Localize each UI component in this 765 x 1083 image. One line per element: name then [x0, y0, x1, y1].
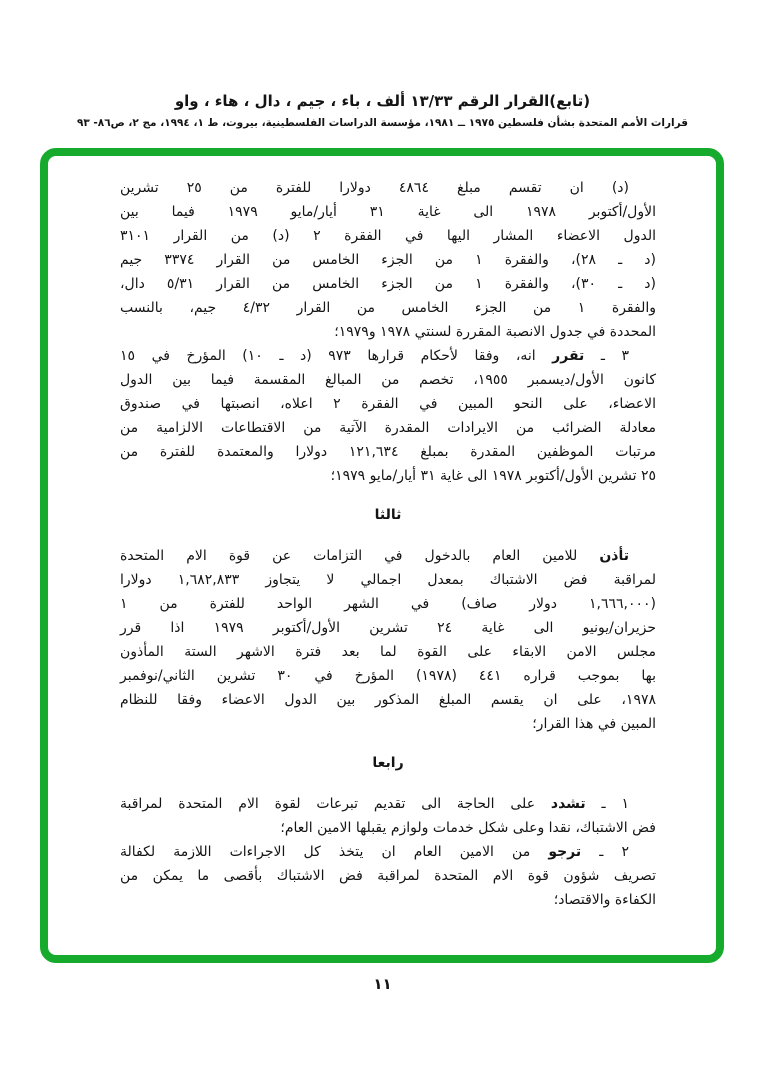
- text-run: للامين العام بالدخول في التزامات عن قوة الام المتحدة: [120, 548, 600, 564]
- text-line: معادلة الضرائب من الايرادات المقدرة الآتية من الاقتطاعات الالزامية من: [120, 420, 656, 436]
- text-line: تصريف شؤون قوة الام المتحدة لمراقبة فض الاشتباك بأقصى ما يمكن من: [120, 868, 656, 884]
- text-line: (د ـ ٣٠)، والفقرة ١ من الجزء الخامس من القرار ٥/٣١ دال،: [120, 276, 657, 292]
- text-line: بها بموجب قراره ٤٤١ (١٩٧٨) المؤرخ في ٣٠ تشرين الثاني/نوفمبر: [120, 668, 656, 684]
- text-line: [120, 544, 656, 568]
- operative-verb: تشدد: [550, 796, 586, 812]
- operative-verb: ترجو: [548, 844, 582, 860]
- text-line: مجلس الامن الابقاء على القوة لما بعد فترة الاشهر الستة المأذون: [120, 644, 656, 660]
- text-line: فض الاشتباك، نقدا وعلى شكل خدمات ولوازم يقبلها الامين العام؛: [280, 820, 656, 836]
- section-heading-third: ثالثا: [374, 507, 402, 523]
- text-line: [120, 344, 656, 368]
- page-number: ١١: [373, 975, 392, 993]
- text-line: الأول/أكتوبر ١٩٧٨ الى غاية ٣١ أيار/مايو ١٩٧٩ فيما بين: [120, 204, 656, 220]
- paragraph-requests: [120, 840, 656, 912]
- green-highlight-frame: [40, 148, 724, 963]
- list-marker: ٢ ـ: [581, 844, 629, 860]
- body-text: [48, 156, 716, 955]
- paragraph-authorization: [120, 544, 656, 736]
- paragraph-stresses: [120, 792, 656, 840]
- source-citation: قرارات الأمم المتحدة بشأن فلسطين ١٩٧٥ ــ ١٩٨١، مؤسسة الدراسات الفلسطينية، بيروت، ط ١، ١٩٩٤، مج ٢، ص٨٦- ٩٣: [76, 117, 689, 129]
- text-line: مرتبات الموظفين المقدرة بمبلغ ١٢١,٦٣٤ دولارا والمعتمدة للفترة من: [120, 444, 656, 460]
- text-run: من الامين العام ان يتخذ كل الاجراءات اللازمة لكفالة: [120, 844, 549, 860]
- paragraph-operative-3: [120, 344, 656, 488]
- text-line: كانون الأول/ديسمبر ١٩٥٥، تخصم من المبالغ المقسمة فيما بين الدول: [120, 372, 656, 388]
- paragraph-d-clause: [120, 176, 656, 344]
- text-line: الاعضاء، على النحو المبين في الفقرة ٢ اعلاه، انصبتها في صندوق: [120, 396, 656, 412]
- text-line: ١٩٧٨، على ان يقسم المبلغ المذكور بين الدول الاعضاء وفقا للنظام: [120, 692, 656, 708]
- text-line: ٢٥ تشرين الأول/أكتوبر ١٩٧٨ الى غاية ٣١ أيار/مايو ١٩٧٩؛: [330, 468, 656, 484]
- operative-verb: تأذن: [599, 548, 629, 564]
- page-header: [0, 92, 765, 129]
- text-line: الكفاءة والاقتصاد؛: [553, 892, 656, 908]
- text-line: المبين في هذا القرار؛: [532, 716, 656, 732]
- text-run: انه، وفقا لأحكام قرارها ٩٧٣ (د ـ ١٠) المؤرخ في ١٥: [120, 348, 553, 364]
- text-line: الدول الاعضاء المشار اليها في الفقرة ٢ (د) من القرار ٣١٠١: [120, 228, 656, 244]
- list-marker: ١ ـ: [585, 796, 629, 812]
- resolution-title: (تابع)القرار الرقم ١٣/٣٣ ألف ، باء ، جيم ، دال ، هاء ، واو: [174, 92, 591, 110]
- text-line: المحددة في جدول الانصبة المقررة لسنتي ١٩٧٨ و١٩٧٩؛: [334, 324, 656, 340]
- text-line: حزيران/يونيو الى غاية ٢٤ تشرين الأول/أكتوبر ١٩٧٩ اذا قرر: [120, 620, 656, 636]
- text-run: على الحاجة الى تقديم تبرعات لقوة الام المتحدة لمراقبة: [120, 796, 551, 812]
- operative-verb: تقرر: [552, 348, 585, 364]
- text-line: لمراقبة فض الاشتباك بمعدل اجمالي لا يتجاوز ١,٦٨٢,٨٣٣ دولارا: [120, 572, 656, 588]
- text-line: (١,٦٦٦,٠٠٠ دولار صاف) في الشهر الواحد للفترة من ١: [120, 596, 656, 612]
- section-heading-fourth: رابعا: [372, 755, 404, 771]
- text-line: (د) ان تقسم مبلغ ٤٨٦٤ دولارا للفترة من ٢٥ تشرين: [120, 180, 629, 196]
- text-line: [120, 840, 656, 864]
- text-line: (د ـ ٢٨)، والفقرة ١ من الجزء الخامس من القرار ٣٣٧٤ جيم: [120, 252, 656, 268]
- text-line: [120, 792, 656, 816]
- text-line: والفقرة ١ من الجزء الخامس من القرار ٤/٣٢ جيم، بالنسب: [120, 300, 656, 316]
- list-marker: ٣ ـ: [584, 348, 629, 364]
